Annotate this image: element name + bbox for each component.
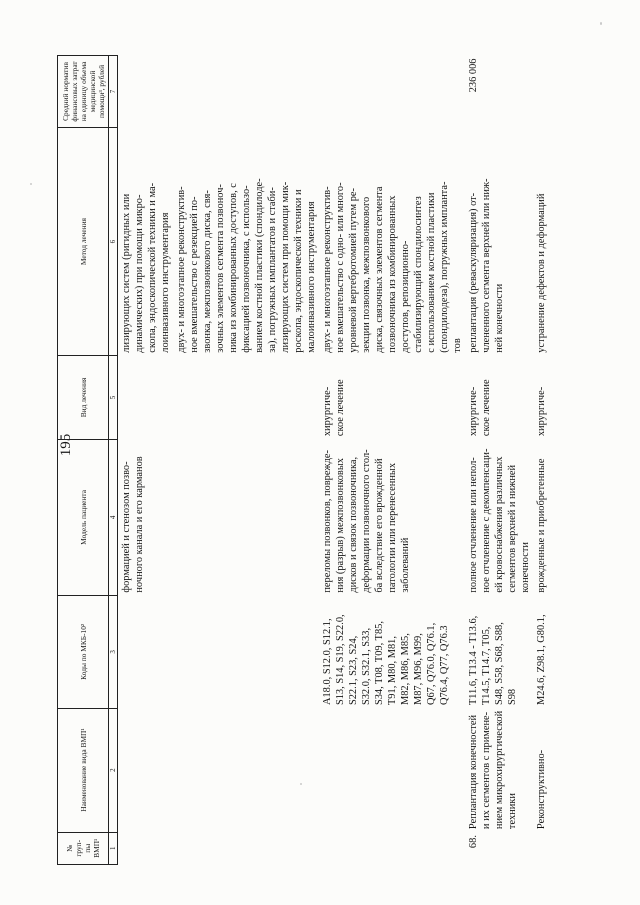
text-line: Реплантация конечностей	[468, 714, 479, 830]
cell-group-number	[319, 832, 465, 864]
text-line: ское лечение	[481, 379, 492, 437]
header-vmp-name: Наименование вида ВМП¹	[58, 708, 109, 832]
text-line: диска, связочных элементов сегмента	[374, 186, 385, 353]
text-line: хирургиче-	[536, 386, 547, 437]
text-line: лизирующих систем при помощи мик-	[280, 181, 291, 353]
text-line: реплантация (реваскуляризация) от-	[468, 192, 479, 353]
text-line: роскопа, эндоскопической техники и	[293, 189, 304, 353]
cell-icd-codes	[173, 596, 319, 708]
table-row	[319, 56, 465, 865]
text-line: ное вмешательство с резекцией по-	[189, 196, 200, 353]
text-line: A18.0, S12.0, S12.1,	[322, 618, 333, 706]
vmp-table	[57, 55, 549, 865]
header-cost-norm: Средний норматив финансовых затрат на единицу объема медицинской помощи³, рублей	[58, 56, 109, 128]
text-line: лизирующих систем (ригидных или	[121, 193, 132, 353]
text-line: S13, S14, S19, S22.0,	[335, 614, 346, 706]
text-line: малоинвазивного инструментария	[306, 201, 317, 353]
text-line: дисков и связок позвоночника,	[348, 456, 359, 593]
text-line: формацией и стенозом позво-	[121, 461, 132, 593]
cell-vmp-name	[465, 708, 533, 832]
cell-treatment-method	[533, 127, 549, 355]
cell-treatment-method	[465, 127, 533, 355]
text-line: стабилизирующий спондилосинтез	[413, 196, 424, 353]
cell-group-number: 68.	[468, 835, 479, 849]
text-line: T11.6, T13.4 - T13.6,	[468, 615, 479, 706]
text-line: переломы позвонков, поврежде-	[322, 450, 333, 593]
cell-vmp-name	[173, 708, 319, 832]
text-line: полное отчленение или непол-	[468, 457, 479, 593]
header-patient-model: Модель пациента	[58, 439, 109, 595]
table-body	[118, 56, 550, 865]
text-line: M87, M96, M99,	[413, 633, 424, 706]
text-line: позвоночника из комбинированных	[387, 195, 398, 353]
text-line: M24.6, Z98.1, G80.1,	[536, 614, 547, 706]
cell-icd-codes	[319, 596, 465, 708]
text-line: доступов, репозиционно-	[400, 240, 411, 353]
text-line: (спондилодеза), погружных импланта-	[439, 181, 450, 353]
cell-treatment-type	[533, 356, 549, 439]
cell-patient-model	[533, 439, 549, 595]
text-line: техники	[507, 793, 518, 830]
text-line: ное отчленение с декомпенсаци-	[481, 448, 492, 593]
text-line: ночного канала и его карманов	[134, 456, 145, 593]
column-number: 1	[109, 832, 118, 864]
cell-patient-model	[118, 439, 174, 595]
column-number: 6	[109, 127, 118, 355]
text-line: ния (разрыв) межпозвонковых	[335, 457, 346, 593]
text-line: и их сегментов с примене-	[481, 711, 492, 830]
text-line: заболеваний	[400, 537, 411, 593]
text-line: ванием костной пластики (спондилоде-	[254, 178, 265, 353]
header-icd-codes: Коды по МКБ-10²	[58, 596, 109, 708]
text-line: Q76.4, Q77, Q76.3	[439, 625, 450, 706]
table-row	[118, 56, 174, 865]
text-line: динамических) при помощи микро-	[134, 194, 145, 353]
text-line: звонка, межпозвонкового диска, свя-	[202, 190, 213, 353]
text-line: зочных элементов сегмента позвоноч-	[215, 184, 226, 353]
text-line: уровневой вертебротомией путем ре-	[348, 188, 359, 353]
cell-cost-norm	[319, 56, 465, 128]
scan-speck	[600, 22, 602, 25]
text-line: лоинвазивного инструментария	[160, 212, 171, 353]
cell-treatment-type	[118, 356, 174, 439]
text-line: конечности	[520, 542, 531, 593]
column-number: 7	[109, 56, 118, 128]
scan-speck	[30, 183, 32, 185]
text-line: хирургиче-	[468, 386, 479, 437]
cell-vmp-name	[118, 708, 174, 832]
text-line: S48, S58, S68, S88,	[494, 622, 505, 706]
cell-treatment-type	[173, 356, 319, 439]
cell-vmp-name	[533, 708, 549, 832]
text-line: Реконструктивно-	[536, 749, 547, 830]
text-line: Q67, Q76.0, Q76.1,	[426, 622, 437, 706]
cell-treatment-method	[173, 127, 319, 355]
cell-vmp-name	[319, 708, 465, 832]
text-line: фиксацией позвоночника, с использо-	[241, 185, 252, 353]
table-row	[465, 56, 533, 865]
text-line: за), погружных имплантатов и стаби-	[267, 187, 278, 353]
text-line: S98	[507, 688, 518, 706]
cell-icd-codes	[118, 596, 174, 708]
text-line: врожденные и приобретенные	[536, 458, 547, 593]
text-line: патологии или перенесенных	[387, 462, 398, 593]
cell-icd-codes	[533, 596, 549, 708]
text-line: устранение дефектов и деформаций	[536, 193, 547, 353]
text-line: деформации позвоночного стол-	[361, 449, 372, 593]
scan-speck	[300, 783, 302, 785]
header-treatment-type: Вид лечения	[58, 356, 109, 439]
column-number: 4	[109, 439, 118, 595]
cell-cost-norm	[118, 56, 174, 128]
header-treatment-method: Метод лечения	[58, 127, 109, 355]
table-header	[58, 56, 118, 865]
column-number: 2	[109, 708, 118, 832]
cell-group-number	[533, 832, 549, 864]
header-number-row	[109, 56, 118, 865]
cell-treatment-method	[319, 127, 465, 355]
text-line: сегментов верхней и нижней	[507, 464, 518, 593]
text-line: ное вмешательство с одно- или много-	[335, 182, 346, 353]
text-line: двух- и многоэтапное реконструктив-	[322, 186, 333, 353]
text-line: S22.1, S23, S24,	[348, 635, 359, 706]
cell-treatment-method	[118, 127, 174, 355]
header-group-number: № груп-пы ВМП¹	[58, 832, 109, 864]
table-row	[173, 56, 319, 865]
cell-cost-norm: 236 006	[468, 58, 479, 93]
page-number: 195	[58, 433, 74, 457]
cell-cost-norm	[173, 56, 319, 128]
text-line: ей кровоснабжения различных	[494, 456, 505, 593]
column-number: 5	[109, 356, 118, 439]
text-line: с использованием костной пластики	[426, 192, 437, 353]
text-line: зекции позвонка, межпозвонкового	[361, 196, 372, 353]
text-line: ника из комбинированных доступов, с	[228, 183, 239, 353]
text-line: двух- и многоэтапное реконструктив-	[176, 186, 187, 353]
text-line: T14.5, T14.7, T05,	[481, 626, 492, 706]
text-line: скопа, эндоскопической техники и ма-	[147, 182, 158, 353]
text-line: T91, M80, M81,	[387, 636, 398, 706]
cell-patient-model	[173, 439, 319, 595]
cell-patient-model	[319, 439, 465, 595]
header-row	[58, 56, 109, 865]
text-line: M82, M86, M85,	[400, 633, 411, 706]
cell-group-number	[118, 832, 174, 864]
cell-treatment-type	[319, 356, 465, 439]
cell-icd-codes	[465, 596, 533, 708]
text-line: ней конечности	[494, 283, 505, 353]
table-row	[533, 56, 549, 865]
text-line: хирургиче-	[322, 386, 333, 437]
cell-patient-model	[465, 439, 533, 595]
text-line: ское лечение	[335, 379, 346, 437]
text-line: S34, T08, T09, T85,	[374, 621, 385, 706]
text-line: ба вследствие его врожденной	[374, 458, 385, 593]
cell-cost-norm	[533, 56, 549, 128]
text-line: нием микрохирургической	[494, 710, 505, 830]
column-number: 3	[109, 596, 118, 708]
cell-treatment-type	[465, 356, 533, 439]
text-line: S32.0, S32.1, S33,	[361, 627, 372, 706]
text-line: тов	[452, 338, 463, 353]
cell-group-number	[173, 832, 319, 864]
text-line: члененного сегмента верхней или ниж-	[481, 178, 492, 353]
